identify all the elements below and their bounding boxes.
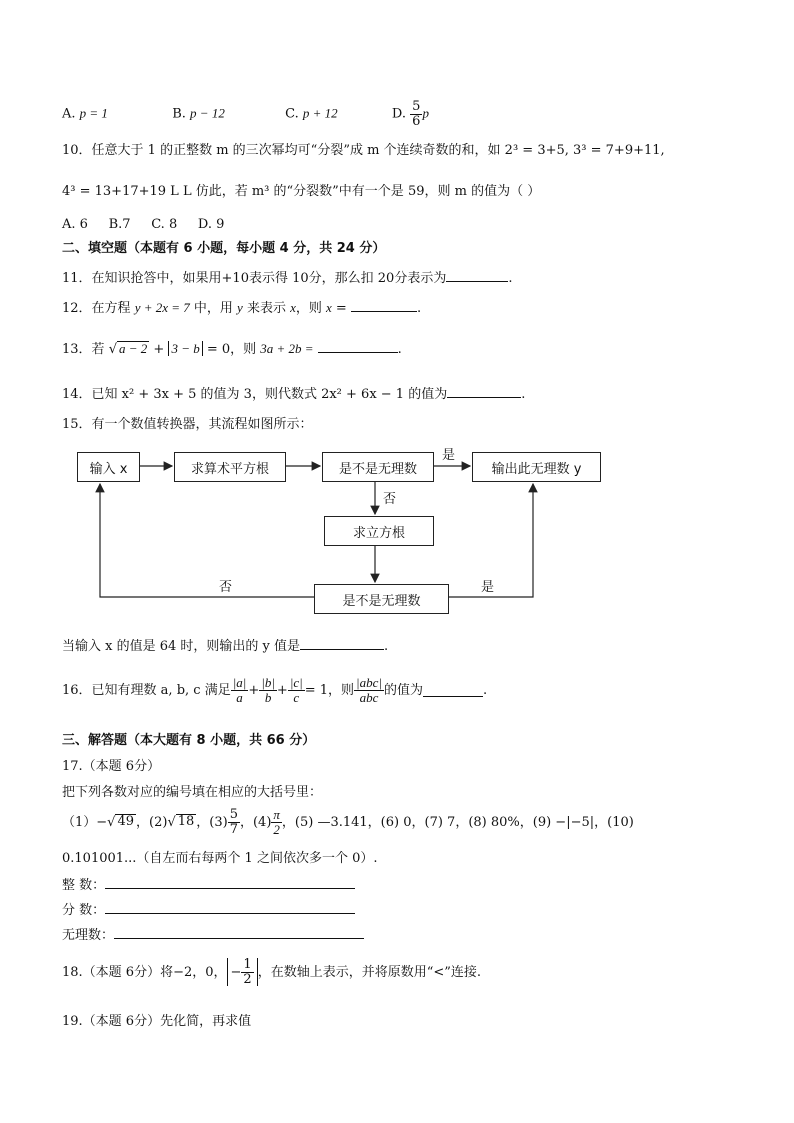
q14: 14．已知 x² + 3x + 5 的值为 3，则代数式 2x² + 6x − 1 的值为 . [62, 387, 526, 402]
flow-label-no-bottom: 否 [219, 580, 233, 595]
q18-text: 18.（本题 6分）将−2，0， [62, 964, 227, 980]
q15-answer-text: 当输入 x 的值是 64 时，则输出的 y 值是 [62, 639, 301, 654]
section3-title: 三、解答题（本大题有 8 小题，共 66 分） [62, 733, 316, 748]
q9-option-b: p − 12 [190, 105, 225, 121]
q15-answer-blank[interactable] [300, 637, 384, 650]
q9-option-d-var: p [422, 105, 429, 121]
q17-numbers-line2: 0.101001...（自左而右每两个 1 之间依次多一个 0）. [62, 851, 378, 866]
q17-irrationals-label: 无理数： [62, 928, 115, 943]
q10-line2: 4³ = 13+17+19 L L 仿此，若 m³ 的“分裂数”中有一个是 59，则 m 的值为（ ） [62, 184, 541, 199]
q9-option-a: p = 1 [79, 105, 108, 121]
q9-option-d-fraction: $\frac{5}{6}$ [412, 99, 421, 129]
q18: 18.（本题 6分）将−2，0， − $\frac{1}{2}$ ，在数轴上表示，并将原数用“<”连接. [62, 957, 482, 987]
q9-options-row [62, 100, 429, 128]
flow-box-sqrt: 求算术平方根 [174, 452, 286, 482]
q17-fraction-pi-2: $\frac{\pi}{2}$ [273, 807, 280, 837]
q9-option-b-label: B. [172, 106, 191, 122]
q19: 19.（本题 6分）先化简，再求值 [62, 1014, 252, 1029]
q17-irrationals [62, 926, 364, 942]
q9-option-c: p + 12 [302, 105, 338, 121]
q17-fractions [62, 901, 355, 917]
q16-fraction-abc: $\frac{\text{|abc|}}{\text{abc}}$ [356, 675, 382, 705]
q13-expression: 3a + 2b = [260, 341, 314, 356]
q15-answer: 当输入 x 的值是 64 时，则输出的 y 值是 . [62, 639, 389, 654]
flow-label-yes-top: 是 [442, 448, 456, 463]
flow-label-yes-bottom: 是 [481, 580, 495, 595]
q17-instructions: 把下列各数对应的编号填在相应的大括号里： [62, 785, 323, 800]
q17-integers [62, 876, 355, 892]
q17-head: 17.（本题 6分） [62, 759, 161, 774]
q14-text: 14．已知 x² + 3x + 5 的值为 3，则代数式 2x² + 6x − 1 的值为 [62, 387, 448, 402]
flow-box-input: 输入 x [77, 452, 140, 482]
q16-fraction-a: $\frac{|a|}{a}$ [232, 675, 247, 705]
q17-integers-blank[interactable] [105, 876, 355, 889]
sqrt-sign: √ [108, 342, 117, 357]
q13-abs: 3 − b [168, 341, 202, 356]
q9-option-d-label: D. [391, 106, 411, 122]
q16-fraction-b: $\frac{|b|}{b}$ [261, 675, 275, 705]
flow-box-check2: 是不是无理数 [314, 584, 449, 614]
q10-options: A. 6 B.7 C. 8 D. 9 [62, 217, 225, 232]
q13-sqrt: a − 2 [118, 341, 148, 356]
q13-answer-blank[interactable] [318, 340, 398, 353]
q9-option-a-label: A. [62, 106, 80, 122]
q17-fraction-5-7: $\frac{5}{7}$ [229, 807, 238, 837]
flow-label-no-mid: 否 [383, 492, 397, 507]
section2-title: 二、填空题（本题有 6 小题，每小题 4 分，共 24 分） [62, 241, 386, 256]
q11: 11．在知识抢答中，如果用+10表示得 10分，那么扣 20分表示为 . [62, 271, 513, 286]
q16-answer-blank[interactable] [423, 684, 483, 697]
q15-text: 15．有一个数值转换器，其流程如图所示： [62, 417, 313, 432]
q12: 12．在方程 y + 2x = 7 中，用 y 来表示 x，则 x = . [62, 300, 422, 316]
q16-fraction-c: $\frac{|c|}{c}$ [289, 675, 303, 705]
flow-box-cbrt: 求立方根 [324, 516, 434, 546]
flow-box-output: 输出此无理数 y [472, 452, 601, 482]
q11-answer-blank[interactable] [446, 269, 508, 282]
q14-answer-blank[interactable] [447, 385, 521, 398]
q10-line1: 10．任意大于 1 的正整数 m 的三次幂均可“分裂”成 m 个连续奇数的和，如 2³ = 3+5, 3³ = 7+9+11, [62, 143, 665, 158]
q11-text: 11．在知识抢答中，如果用+10表示得 10分，那么扣 20分表示为 [62, 271, 447, 286]
q13: 13．若 √ a − 2 + 3 − b = 0，则 3a + 2b = . [62, 341, 402, 357]
q9-option-c-label: C. [285, 106, 303, 122]
q16: 16．已知有理数 a, b, c 满足 $\frac{|a|}{a}$ + $\frac{|b|}{b}$ + $\frac{|c|}{c}$ = 1，则 $\frac{\text{|abc|}}{\text{abc}}$ 的值为 . [62, 675, 488, 705]
q18-abs-value: − $\frac{1}{2}$ [227, 958, 258, 986]
q16-text: 16．已知有理数 a, b, c 满足 [62, 682, 231, 698]
q17-sqrt-18: 18 [177, 814, 195, 830]
q17-sqrt-49: 49 [117, 814, 135, 830]
q17-irrationals-blank[interactable] [114, 926, 364, 939]
q17-fractions-label: 分 数： [62, 903, 106, 918]
q17-integers-label: 整 数： [62, 878, 106, 893]
flow-box-check1: 是不是无理数 [322, 452, 434, 482]
q12-equation: y + 2x = 7 [134, 300, 190, 315]
q17-numbers-line1: （1）− √ 49 ，(2) √ 18 ，(3) $\frac{5}{7}$ ，(4) $\frac{\pi}{2}$ ，(5) —3.141，(6) 0，(7) 7，(8) 80%，(9) −|−5|，(10) [62, 807, 634, 837]
q12-answer-blank[interactable] [351, 299, 417, 312]
q17-fractions-blank[interactable] [105, 901, 355, 914]
